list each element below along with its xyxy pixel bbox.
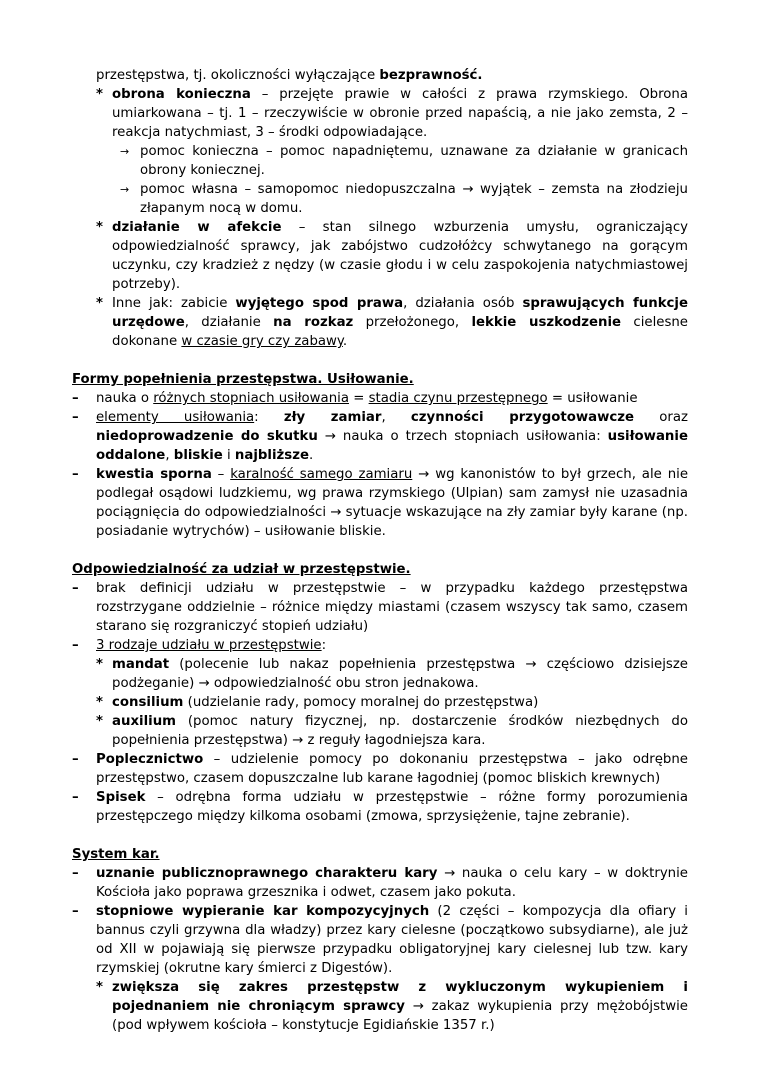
list-item-kwestia-sporna: – kwestia sporna – karalność samego zamiaru → wg kanonistów to był grzech, ale nie podlegał osądowi ludzkiemu, wg prawa rzymskiego (Ulpian) sam zamysł nie uzasadnia pociągnięcia do odpowiedzialności → sytuacje wskazujące na zły zamiar były karane (np. posiadanie wytrychów) – usiłowanie bliskie. <box>72 465 688 541</box>
document-page <box>72 66 688 1035</box>
section-heading-odpowiedzialnosc: Odpowiedzialność za udział w przestępstwie. <box>72 562 411 577</box>
paragraph-continuation: przestępstwa, tj. okoliczności wyłączające bezprawność. <box>96 68 483 83</box>
sub-item-auxilium: * auxilium (pomoc natury fizycznej, np. dostarczenie środków niezbędnych do popełnienia przestępstwa) → z reguły łagodniejsza kara. <box>72 712 688 750</box>
list-item-uznanie: – uznanie publicznoprawnego charakteru kary → nauka o celu kary – w doktrynie Kościoła jako poprawa grzesznika i odwet, czasem jako pokuta. <box>72 864 688 902</box>
sub-item-pomoc-wlasna: → pomoc własna – samopomoc niedopuszczalna → wyjątek – zemsta na złodzieju złapanym nocą w domu. <box>72 180 688 218</box>
sub-item-zwieksza-sie-zakres: * zwiększa się zakres przestępstw z wykluczonym wykupieniem i pojednaniem nie chroniącym sprawcy → zakaz wykupienia przy mężobójstwie (pod wpływem kościoła – konstytucje Egidiańskie 1357 r.) <box>72 978 688 1035</box>
list-item-inne: * Inne jak: zabicie wyjętego spod prawa, działania osób sprawujących funkcje urzędowe, działanie na rozkaz przełożonego, lekkie uszkodzenie cielesne dokonane w czasie gry czy zabawy. <box>72 294 688 351</box>
list-item-obrona-konieczna: * obrona konieczna – przejęte prawie w całości z prawa rzymskiego. Obrona umiarkowana – tj. 1 – rzeczywiście w obronie przed napaścią, a nie jako zemsta, 2 – reakcja natychmiast, 3 – środki odpowiadające. <box>72 85 688 142</box>
list-item-elementy: – elementy usiłowania: zły zamiar, czynności przygotowawcze oraz niedoprowadzenie do skutku → nauka o trzech stopniach usiłowania: usiłowanie oddalone, bliskie i najbliższe. <box>72 408 688 465</box>
list-item-dzialanie-w-afekcie: * działanie w afekcie – stan silnego wzburzenia umysłu, ograniczający odpowiedzialność sprawcy, jak zabójstwo cudzołóżcy schwytanego na gorącym uczynku, czy kradzież z nędzy (w czasie głodu i w celu zaspokojenia natychmiastowej potrzeby). <box>72 218 688 294</box>
section-heading-system-kar: System kar. <box>72 847 160 862</box>
list-item-spisek: – Spisek – odrębna forma udziału w przestępstwie – różne formy porozumienia przestępczego między kilkoma osobami (zmowa, sprzysiężenie, tajne zebranie). <box>72 788 688 826</box>
list-item-brak-definicji: – brak definicji udziału w przestępstwie – w przypadku każdego przestępstwa rozstrzygane oddzielnie – różnice między miastami (czasem wszyscy tak samo, czasem starano się rozgraniczyć stopień udziału) <box>72 579 688 636</box>
list-item-stopniowe-wypieranie: – stopniowe wypieranie kar kompozycyjnych (2 części – kompozycja dla ofiary i bannus czyli grzywna dla władzy) przez kary cielesne (początkowo subsydiarne), ale już od XII w pojawiają się pierwsze przypadku obligatoryjnej kary cielesnej lub tzw. kary rzymskiej (okrutne kary śmierci z Digestów). <box>72 902 688 978</box>
sub-item-pomoc-konieczna: → pomoc konieczna – pomoc napadniętemu, uznawane za działanie w granicach obrony koniecznej. <box>72 142 688 180</box>
list-item-rodzaje: – 3 rodzaje udziału w przestępstwie: <box>72 636 688 655</box>
sub-item-consilium: * consilium (udzielanie rady, pomocy moralnej do przestępstwa) <box>72 693 688 712</box>
list-item-poplecznictwo: – Poplecznictwo – udzielenie pomocy po dokonaniu przestępstwa – jako odrębne przestępstwo, czasem dopuszczalne lub karane łagodniej (pomoc bliskich krewnych) <box>72 750 688 788</box>
list-item-nauka: – nauka o różnych stopniach usiłowania = stadia czynu przestępnego = usiłowanie <box>72 389 688 408</box>
sub-item-mandat: * mandat (polecenie lub nakaz popełnienia przestępstwa → częściowo dzisiejsze podżeganie) → odpowiedzialność obu stron jednakowa. <box>72 655 688 693</box>
section-heading-formy: Formy popełnienia przestępstwa. Usiłowanie. <box>72 372 414 387</box>
